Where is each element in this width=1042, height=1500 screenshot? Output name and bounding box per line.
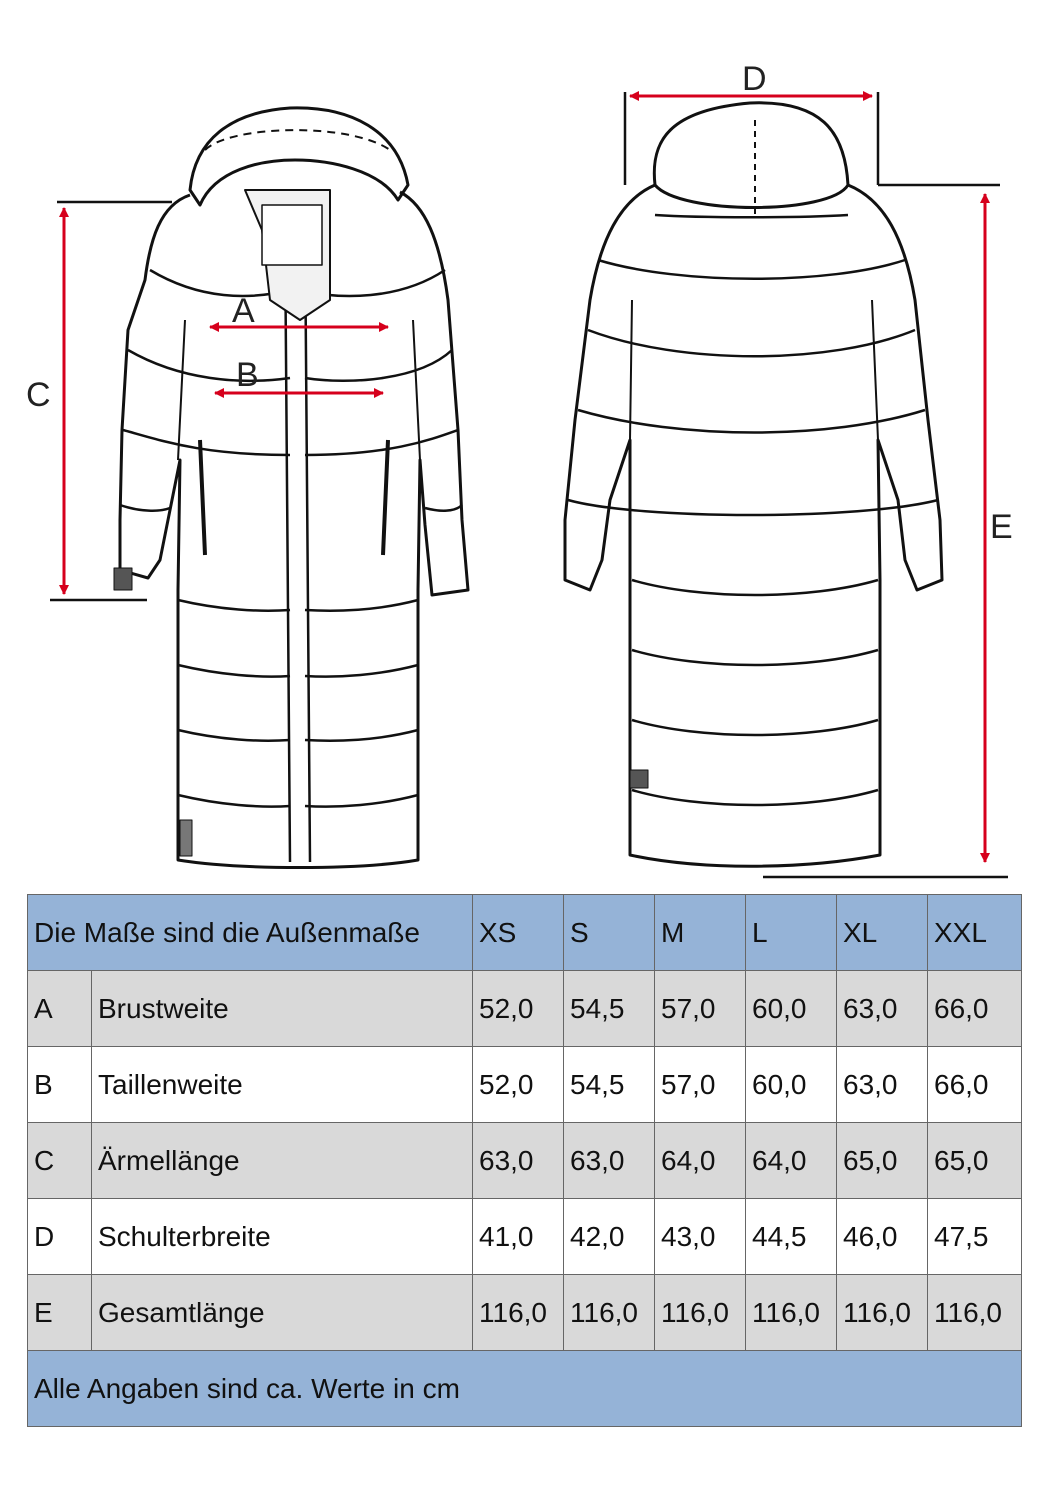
cell-value: 44,5 — [746, 1199, 837, 1275]
table-footer-note: Alle Angaben sind ca. Werte in cm — [28, 1351, 1022, 1427]
cell-value: 116,0 — [473, 1275, 564, 1351]
size-header: XL — [837, 895, 928, 971]
cell-value: 116,0 — [928, 1275, 1022, 1351]
cell-value: 116,0 — [655, 1275, 746, 1351]
coat-back-view — [565, 103, 942, 866]
cell-value: 116,0 — [564, 1275, 655, 1351]
cell-value: 65,0 — [928, 1123, 1022, 1199]
size-header: M — [655, 895, 746, 971]
cell-value: 43,0 — [655, 1199, 746, 1275]
cell-value: 42,0 — [564, 1199, 655, 1275]
size-header: XS — [473, 895, 564, 971]
cell-value: 66,0 — [928, 971, 1022, 1047]
cell-value: 116,0 — [746, 1275, 837, 1351]
label-c: C — [26, 376, 51, 414]
table-row — [28, 1275, 1022, 1351]
row-code: C — [28, 1123, 92, 1199]
cell-value: 64,0 — [746, 1123, 837, 1199]
table-header-row — [28, 895, 1022, 971]
row-code: E — [28, 1275, 92, 1351]
size-header: S — [564, 895, 655, 971]
coat-front-view — [114, 108, 468, 868]
label-d: D — [742, 60, 767, 98]
cell-value: 63,0 — [564, 1123, 655, 1199]
cell-value: 54,5 — [564, 1047, 655, 1123]
label-e: E — [990, 508, 1013, 546]
cell-value: 63,0 — [837, 971, 928, 1047]
cell-value: 66,0 — [928, 1047, 1022, 1123]
table-row — [28, 1047, 1022, 1123]
table-footer-row — [28, 1351, 1022, 1427]
row-name: Ärmellänge — [92, 1123, 473, 1199]
table-title: Die Maße sind die Außenmaße — [28, 895, 473, 971]
cell-value: 57,0 — [655, 971, 746, 1047]
table-row — [28, 1123, 1022, 1199]
label-a: A — [232, 292, 255, 330]
cell-value: 60,0 — [746, 971, 837, 1047]
table-row — [28, 971, 1022, 1047]
cell-value: 63,0 — [473, 1123, 564, 1199]
cell-value: 41,0 — [473, 1199, 564, 1275]
cell-value: 64,0 — [655, 1123, 746, 1199]
row-name: Taillenweite — [92, 1047, 473, 1123]
cell-value: 52,0 — [473, 1047, 564, 1123]
size-table — [27, 894, 1022, 1427]
reference-lines — [50, 92, 1008, 877]
row-name: Gesamtlänge — [92, 1275, 473, 1351]
row-name: Schulterbreite — [92, 1199, 473, 1275]
row-name: Brustweite — [92, 971, 473, 1047]
table-row — [28, 1199, 1022, 1275]
label-b: B — [236, 356, 259, 394]
cell-value: 60,0 — [746, 1047, 837, 1123]
cell-value: 46,0 — [837, 1199, 928, 1275]
row-code: D — [28, 1199, 92, 1275]
cell-value: 47,5 — [928, 1199, 1022, 1275]
cell-value: 54,5 — [564, 971, 655, 1047]
cell-value: 57,0 — [655, 1047, 746, 1123]
cell-value: 116,0 — [837, 1275, 928, 1351]
cell-value: 65,0 — [837, 1123, 928, 1199]
size-header: XXL — [928, 895, 1022, 971]
row-code: B — [28, 1047, 92, 1123]
cell-value: 63,0 — [837, 1047, 928, 1123]
size-header: L — [746, 895, 837, 971]
row-code: A — [28, 971, 92, 1047]
cell-value: 52,0 — [473, 971, 564, 1047]
